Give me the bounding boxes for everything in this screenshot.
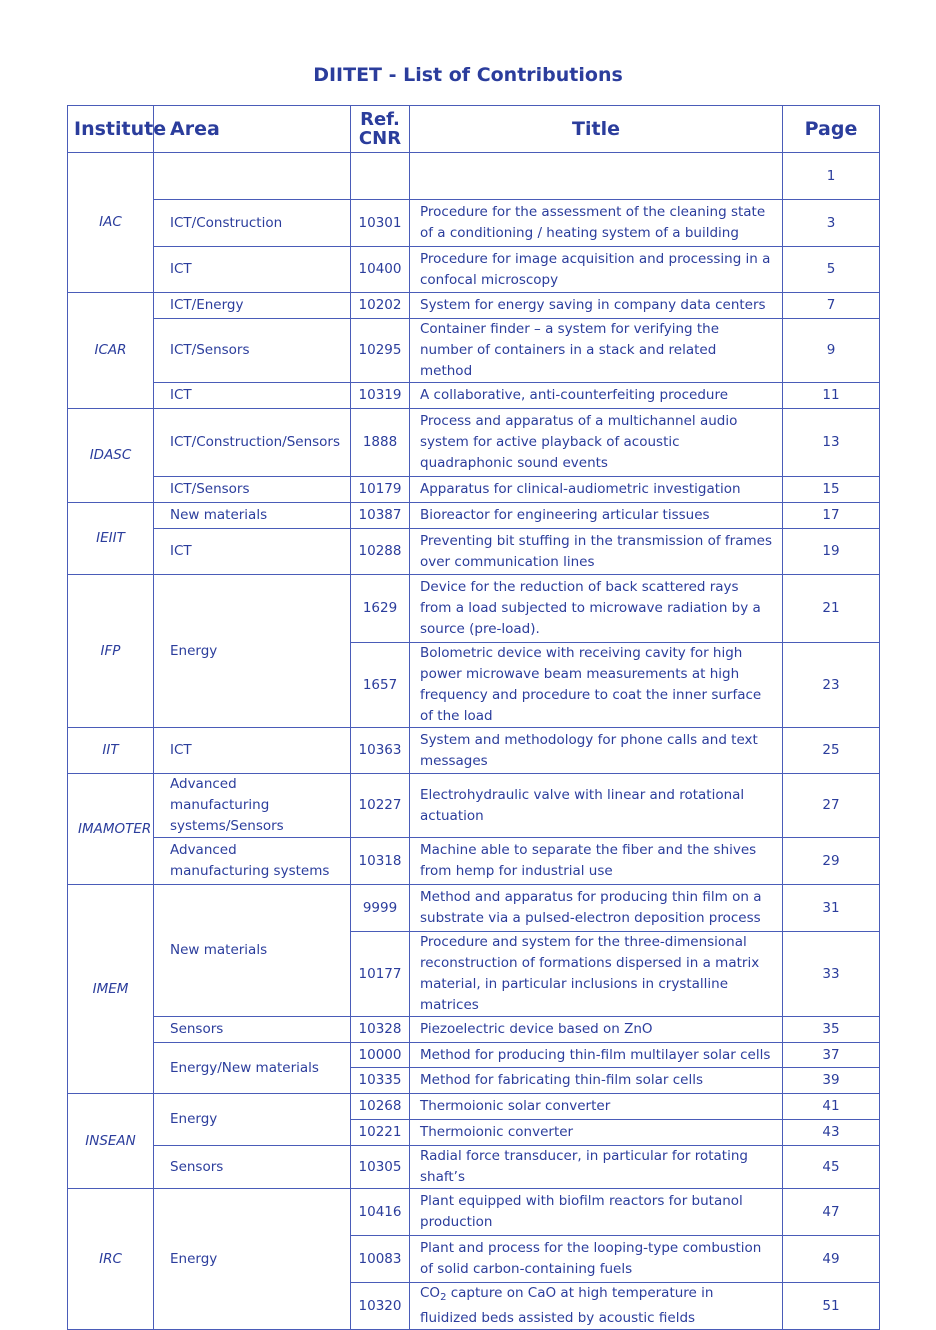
table-row — [68, 1043, 880, 1068]
ref-cell: 10295 — [351, 319, 410, 383]
header-ref-cnr: Ref. CNR — [351, 106, 410, 153]
ref-cell: 10000 — [351, 1043, 410, 1068]
page-cell: 27 — [783, 774, 880, 838]
title-cell: Bioreactor for engineering articular tissues — [410, 503, 783, 529]
page-cell: 49 — [783, 1236, 880, 1283]
title-cell: Plant and process for the looping-type combustion of solid carbon-containing fuels — [410, 1236, 783, 1283]
area-cell: New materials — [154, 503, 351, 529]
page-cell: 31 — [783, 885, 880, 932]
ref-cell: 10335 — [351, 1068, 410, 1094]
area-cell: ICT/Sensors — [154, 319, 351, 383]
table-row — [68, 319, 880, 383]
ref-cell: 10288 — [351, 529, 410, 575]
table-row — [68, 477, 880, 503]
page-cell: 11 — [783, 383, 880, 409]
ref-cell: 10301 — [351, 200, 410, 247]
table-row — [68, 529, 880, 575]
title-cell: Method for fabricating thin-film solar cells — [410, 1068, 783, 1094]
page-cell: 47 — [783, 1189, 880, 1236]
title-cell: System for energy saving in company data centers — [410, 293, 783, 319]
page-cell: 51 — [783, 1283, 880, 1330]
area-cell: ICT/Construction/Sensors — [154, 409, 351, 477]
title-cell: Method for producing thin-film multilayer solar cells — [410, 1043, 783, 1068]
table-row — [68, 200, 880, 247]
ref-cell: 10179 — [351, 477, 410, 503]
title-cell — [410, 153, 783, 200]
title-cell: Preventing bit stuffing in the transmission of frames over communication lines — [410, 529, 783, 575]
ref-cell: 1657 — [351, 643, 410, 728]
ref-cell: 10320 — [351, 1283, 410, 1330]
ref-cell — [351, 153, 410, 200]
institute-cell: INSEAN — [68, 1094, 154, 1189]
area-cell: Advanced manufacturing systems/Sensors — [154, 774, 351, 838]
area-cell: Advanced manufacturing systems — [154, 838, 351, 885]
area-cell: ICT — [154, 383, 351, 409]
table-row — [68, 728, 880, 774]
ref-cell: 10318 — [351, 838, 410, 885]
ref-cell: 10363 — [351, 728, 410, 774]
area-cell: Energy — [154, 1189, 351, 1330]
table-row — [68, 1189, 880, 1236]
title-cell: System and methodology for phone calls and text messages — [410, 728, 783, 774]
area-cell: Energy — [154, 1094, 351, 1146]
area-cell: ICT/Energy — [154, 293, 351, 319]
page-cell: 19 — [783, 529, 880, 575]
institute-cell: IMEM — [68, 885, 154, 1094]
table-row — [68, 383, 880, 409]
ref-cell: 10319 — [351, 383, 410, 409]
page-cell: 39 — [783, 1068, 880, 1094]
title-cell: A collaborative, anti-counterfeiting procedure — [410, 383, 783, 409]
table-row — [68, 409, 880, 477]
title-cell: Procedure and system for the three-dimensional reconstruction of formations dispersed in a matrix material, in particular inclusions in crystalline matrices — [410, 932, 783, 1017]
title-cell: Method and apparatus for producing thin film on a substrate via a pulsed-electron deposition process — [410, 885, 783, 932]
table-row — [68, 774, 880, 838]
title-cell: Process and apparatus of a multichannel audio system for active playback of acoustic quadraphonic sound events — [410, 409, 783, 477]
page-cell: 9 — [783, 319, 880, 383]
institute-cell: IFP — [68, 575, 154, 728]
table-row — [68, 575, 880, 643]
area-cell — [154, 153, 351, 200]
page-cell: 37 — [783, 1043, 880, 1068]
ref-cell: 9999 — [351, 885, 410, 932]
page-cell: 15 — [783, 477, 880, 503]
title-cell: Procedure for image acquisition and processing in a confocal microscopy — [410, 247, 783, 293]
page-cell: 5 — [783, 247, 880, 293]
ref-cell: 1888 — [351, 409, 410, 477]
title-cell: Thermoionic converter — [410, 1120, 783, 1146]
page-cell: 17 — [783, 503, 880, 529]
area-cell: ICT — [154, 529, 351, 575]
title-cell: Plant equipped with biofilm reactors for butanol production — [410, 1189, 783, 1236]
page-title: DIITET - List of Contributions — [313, 64, 623, 86]
title-cell: Bolometric device with receiving cavity for high power microwave beam measurements at high frequency and procedure to coat the inner surface of the load — [410, 643, 783, 728]
institute-cell: IAC — [68, 153, 154, 293]
page-cell: 29 — [783, 838, 880, 885]
page-cell: 41 — [783, 1094, 880, 1120]
title-cell: Container finder – a system for verifying the number of containers in a stack and related method — [410, 319, 783, 383]
header-area: Area — [154, 106, 351, 153]
area-cell: Sensors — [154, 1146, 351, 1189]
ref-cell: 10305 — [351, 1146, 410, 1189]
institute-cell: IDASC — [68, 409, 154, 503]
title-cell: Electrohydraulic valve with linear and rotational actuation — [410, 774, 783, 838]
table-row — [68, 1146, 880, 1189]
ref-cell: 10387 — [351, 503, 410, 529]
ref-cell: 10177 — [351, 932, 410, 1017]
title-cell: Machine able to separate the fiber and the shives from hemp for industrial use — [410, 838, 783, 885]
institute-cell: ICAR — [68, 293, 154, 409]
ref-cell: 10202 — [351, 293, 410, 319]
title-cell: Device for the reduction of back scattered rays from a load subjected to microwave radiation by a source (pre-load). — [410, 575, 783, 643]
table-row — [68, 247, 880, 293]
table-header-row — [68, 106, 880, 153]
institute-cell: IIT — [68, 728, 154, 774]
ref-cell: 10268 — [351, 1094, 410, 1120]
table-row — [68, 153, 880, 200]
area-cell: ICT/Sensors — [154, 477, 351, 503]
table-row — [68, 885, 880, 932]
page-cell: 7 — [783, 293, 880, 319]
title-cell: Apparatus for clinical-audiometric investigation — [410, 477, 783, 503]
title-cell: Radial force transducer, in particular for rotating shaft’s — [410, 1146, 783, 1189]
ref-cell: 10227 — [351, 774, 410, 838]
page-cell: 21 — [783, 575, 880, 643]
ref-cell: 10221 — [351, 1120, 410, 1146]
page-cell: 43 — [783, 1120, 880, 1146]
page-cell: 35 — [783, 1017, 880, 1043]
table-row — [68, 838, 880, 885]
contributions-table — [67, 105, 880, 1330]
table-row — [68, 1094, 880, 1120]
institute-cell: IEIIT — [68, 503, 154, 575]
table-row — [68, 293, 880, 319]
table-row — [68, 1017, 880, 1043]
title-cell: Piezoelectric device based on ZnO — [410, 1017, 783, 1043]
area-cell: Energy/New materials — [154, 1043, 351, 1094]
ref-cell: 10328 — [351, 1017, 410, 1043]
table-row — [68, 503, 880, 529]
page-cell: 23 — [783, 643, 880, 728]
title-cell: $CO_2$ capture on CaO at high temperature in fluidized beds assisted by acoustic fields — [410, 1283, 783, 1330]
page-cell: 3 — [783, 200, 880, 247]
institute-cell: IMAMOTER — [68, 774, 154, 885]
area-cell: New materials — [154, 885, 351, 1017]
page-cell: 25 — [783, 728, 880, 774]
title-cell: Thermoionic solar converter — [410, 1094, 783, 1120]
area-cell: Sensors — [154, 1017, 351, 1043]
area-cell: Energy — [154, 575, 351, 728]
ref-cell: 10083 — [351, 1236, 410, 1283]
area-cell: ICT — [154, 728, 351, 774]
page-cell: 33 — [783, 932, 880, 1017]
page-cell: 13 — [783, 409, 880, 477]
ref-cell: 10416 — [351, 1189, 410, 1236]
ref-cell: 10400 — [351, 247, 410, 293]
institute-cell: IRC — [68, 1189, 154, 1330]
page-cell: 45 — [783, 1146, 880, 1189]
page-cell: 1 — [783, 153, 880, 200]
header-title: Title — [410, 106, 783, 153]
header-page: Page — [783, 106, 880, 153]
ref-cell: 1629 — [351, 575, 410, 643]
header-institute: Institute — [68, 106, 154, 153]
area-cell: ICT — [154, 247, 351, 293]
area-cell: ICT/Construction — [154, 200, 351, 247]
title-cell: Procedure for the assessment of the cleaning state of a conditioning / heating system of a building — [410, 200, 783, 247]
